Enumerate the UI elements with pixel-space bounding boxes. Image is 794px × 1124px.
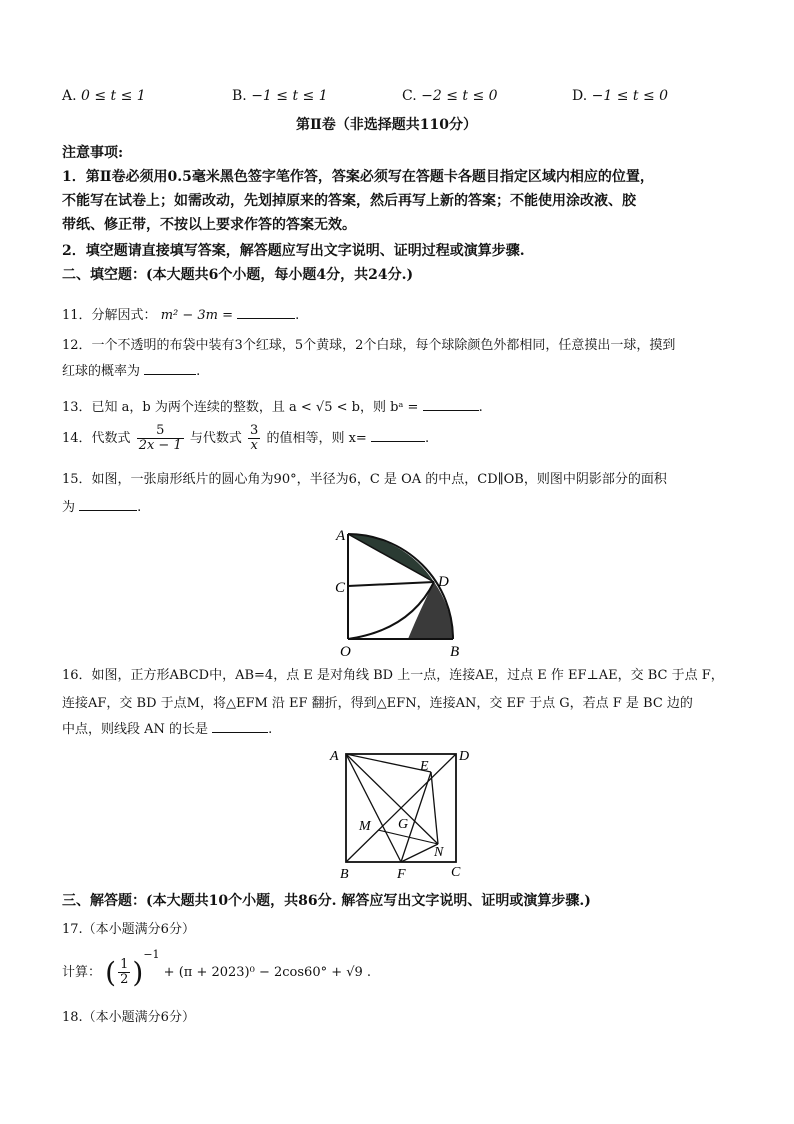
option-c bbox=[402, 88, 498, 104]
q17-prefix: 计算： bbox=[62, 965, 102, 980]
option-a bbox=[62, 88, 146, 104]
option-c-expr: −2 ≤ t ≤ 0 bbox=[421, 88, 498, 104]
q17-exponent: −1 bbox=[143, 948, 160, 961]
question-16-line-2: 连接AF，交 BD 于点M，将△EFM 沿 EF 翻折，得到△EFN，连接AN，交 EF 于点 G，若点 F 是 BC 边的 bbox=[62, 696, 693, 711]
segment-af bbox=[346, 754, 401, 862]
q15-answer-blank bbox=[79, 498, 137, 511]
q14-fraction-1-num: 5 bbox=[137, 424, 184, 439]
question-12-line-2: 红球的概率为 . bbox=[62, 364, 201, 379]
figure-16-square bbox=[326, 742, 476, 882]
label-M: M bbox=[359, 819, 371, 834]
q13-text: 13．已知 a，b 为两个连续的整数，且 a < √5 < b，则 bᵃ = bbox=[62, 400, 419, 415]
q14-fraction-2-den: x bbox=[250, 438, 258, 453]
option-b-expr: −1 ≤ t ≤ 1 bbox=[251, 88, 328, 104]
label-C: C bbox=[451, 865, 461, 880]
question-13: 13．已知 a，b 为两个连续的整数，且 a < √5 < b，则 bᵃ = . bbox=[62, 400, 483, 415]
segment-ae bbox=[346, 754, 431, 772]
note-1-line-2: 不能写在试卷上；如需改动，先划掉原来的答案，然后再写上新的答案；不能使用涂改液、胶 bbox=[62, 193, 636, 209]
q14-fraction-1-den: 2x − 1 bbox=[138, 438, 182, 453]
q15-line-2-text: 为 bbox=[62, 500, 76, 515]
q17-fraction-num: 1 bbox=[120, 957, 129, 972]
option-a-expr: 0 ≤ t ≤ 1 bbox=[81, 88, 146, 104]
q14-fraction-2-num: 3 bbox=[250, 423, 259, 438]
label-B: B bbox=[450, 644, 460, 660]
label-E: E bbox=[420, 759, 429, 774]
question-12-line-1: 12．一个不透明的布袋中装有3个红球，5个黄球，2个白球，每个球除颜色外都相同，任意摸出一球，摸到 bbox=[62, 338, 676, 353]
option-d-label: D. bbox=[572, 88, 588, 104]
q16-line-3-text: 中点，则线段 AN 的长是 bbox=[62, 722, 209, 737]
q11-expr: m² − 3m = bbox=[160, 308, 234, 323]
option-a-label: A. bbox=[62, 88, 77, 104]
label-D: D bbox=[459, 749, 470, 764]
q11-answer-blank bbox=[237, 306, 295, 319]
label-A: A bbox=[336, 528, 346, 544]
question-15-line-1: 15．如图，一张扇形纸片的圆心角为90°，半径为6，C 是 OA 的中点，CD∥OB，则图中阴影部分的面积 bbox=[62, 472, 667, 487]
question-17-expression bbox=[62, 948, 371, 988]
label-D: D bbox=[438, 574, 449, 590]
q17-paren-left: ( bbox=[105, 955, 117, 989]
segment-en bbox=[431, 772, 438, 844]
option-d-expr: −1 ≤ t ≤ 0 bbox=[591, 88, 669, 104]
figure-15-sector bbox=[320, 520, 470, 660]
notes-heading: 注意事项: bbox=[62, 145, 124, 161]
note-1-line-3: 带纸、修正带，不按以上要求作答的答案无效。 bbox=[62, 217, 356, 233]
note-2: 2．填空题请直接填写答案，解答题应写出文字说明、证明过程或演算步骤. bbox=[62, 243, 525, 259]
option-b-label: B. bbox=[232, 88, 247, 104]
q12-answer-blank bbox=[144, 362, 196, 375]
q17-paren-right: ) bbox=[132, 955, 144, 989]
question-16-line-1: 16．如图，正方形ABCD中，AB=4，点 E 是对角线 BD 上一点，连接AE，过点 E 作 EF⊥AE，交 BC 于点 F， bbox=[62, 668, 724, 683]
note-1-line-1: 1．第Ⅱ卷必须用0.5毫米黑色签字笔作答，答案必须写在答题卡各题目指定区域内相应的位置， bbox=[62, 169, 654, 185]
q16-answer-blank bbox=[212, 720, 268, 733]
question-17-head: 17.（本小题满分6分） bbox=[62, 922, 195, 937]
q14-fraction-1 bbox=[137, 424, 184, 453]
q17-rest: + (π + 2023)⁰ − 2cos60° + √9 . bbox=[163, 965, 372, 980]
segment-cd bbox=[348, 582, 434, 586]
question-18-head: 18.（本小题满分6分） bbox=[62, 1010, 195, 1025]
question-15-line-2: 为 . bbox=[62, 500, 142, 515]
label-B: B bbox=[340, 867, 349, 882]
label-C: C bbox=[335, 580, 346, 596]
q14-fraction-2 bbox=[248, 424, 260, 453]
question-11: 11．分解因式： m² − 3m = . bbox=[62, 308, 300, 323]
option-c-label: C. bbox=[402, 88, 417, 104]
label-N: N bbox=[434, 845, 444, 860]
q14-suffix: 的值相等，则 x= bbox=[266, 431, 367, 446]
option-d bbox=[572, 88, 668, 104]
label-G: G bbox=[398, 817, 409, 832]
q14-mid: 与代数式 bbox=[189, 431, 242, 446]
section-3-title: 三、解答题：(本大题共10个小题，共86分. 解答应写出文字说明、证明或演算步骤.) bbox=[62, 893, 591, 909]
label-F: F bbox=[397, 867, 406, 882]
part2-title: 第Ⅱ卷（非选择题共110分） bbox=[296, 117, 478, 133]
question-16-line-3: 中点，则线段 AN 的长是 . bbox=[62, 722, 273, 737]
q17-fraction-den: 2 bbox=[120, 972, 129, 987]
q17-fraction bbox=[118, 958, 130, 987]
q14-prefix: 14．代数式 bbox=[62, 431, 131, 446]
shaded-region-lower bbox=[408, 582, 453, 639]
q13-answer-blank bbox=[423, 398, 479, 411]
q12-line-2-text: 红球的概率为 bbox=[62, 364, 141, 379]
q14-answer-blank bbox=[371, 429, 425, 442]
label-O: O bbox=[340, 644, 351, 660]
segment-ad bbox=[348, 534, 434, 582]
q11-prefix: 11．分解因式： bbox=[62, 308, 157, 323]
section-2-title: 二、填空题：(本大题共6个小题，每小题4分，共24分.) bbox=[62, 267, 414, 283]
question-14: 14．代数式 $\frac{5}{2x - 1}$ 与代数式 $\frac{3}{x}$ 的值相等，则 x= . bbox=[62, 423, 430, 453]
option-b bbox=[232, 88, 328, 104]
label-A: A bbox=[330, 749, 339, 764]
